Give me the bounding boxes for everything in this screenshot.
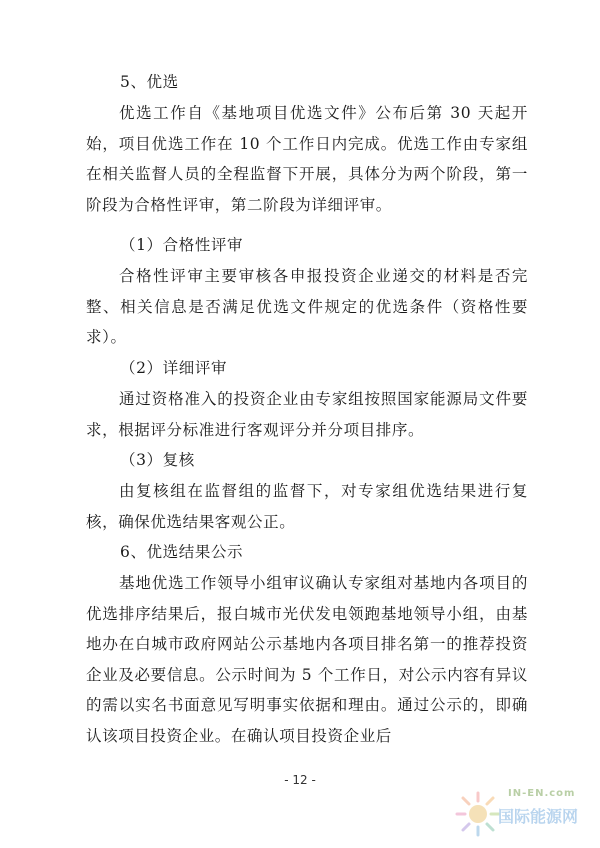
section-5-2-paragraph: 通过资格准入的投资企业由专家组按照国家能源局文件要求，根据评分标准进行客观评分并分项目排序。 bbox=[86, 390, 528, 439]
watermark-name: 国际能源网 bbox=[498, 807, 579, 826]
section-5-3-heading: （3）复核 bbox=[120, 451, 195, 469]
site-watermark bbox=[442, 774, 592, 844]
section-5-3-paragraph: 由复核组在监督组的监督下，对专家组优选结果进行复核，确保优选结果客观公正。 bbox=[86, 482, 528, 531]
section-5-paragraph: 优选工作自《基地项目优选文件》公布后第 30 天起开始，项目优选工作在 10 个工作日内完成。优选工作由专家组在相关监督人员的全程监督下开展，具体分为两个阶段，第一阶段为合格性评审，第二阶段为详细评审。 bbox=[86, 104, 528, 214]
page-number: - 12 - bbox=[284, 773, 316, 787]
section-5-2-heading: （2）详细评审 bbox=[120, 359, 228, 377]
section-6-heading: 6、优选结果公示 bbox=[120, 543, 244, 561]
section-5-1-paragraph: 合格性评审主要审核各申报投资企业递交的材料是否完整、相关信息是否满足优选文件规定的优选条件（资格性要求）。 bbox=[86, 267, 528, 346]
watermark-site: IN-EN.com bbox=[508, 788, 576, 799]
section-5-1-heading: （1）合格性评审 bbox=[120, 236, 244, 254]
section-6-paragraph: 基地优选工作领导小组审议确认专家组对基地内各项目的优选排序结果后，报白城市光伏发电领跑基地领导小组，由基地办在白城市政府网站公示基地内各项目排名第一的推荐投资企业及必要信息。公示时间为 5 个工作日，对公示内容有异议的需以实名书面意见写明事实依据和理由。通过公示的，即确认该项目投资企业。在确认项目投资企业后 bbox=[86, 574, 528, 745]
section-5-heading: 5、优选 bbox=[120, 73, 179, 91]
